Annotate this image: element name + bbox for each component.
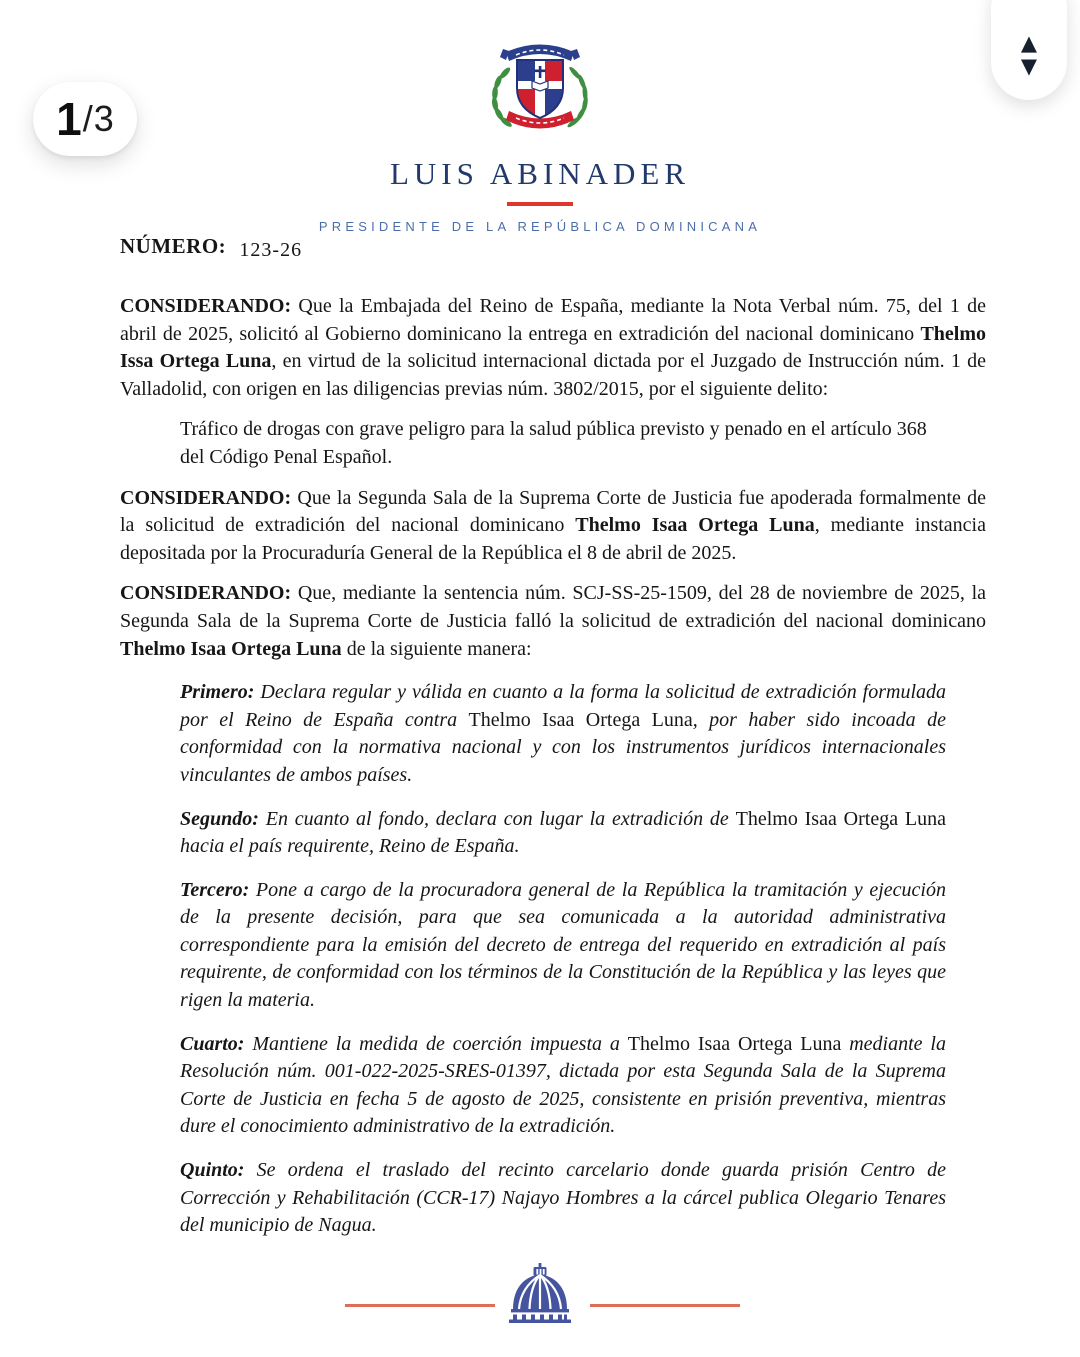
page-total: 3 <box>93 98 114 139</box>
coat-of-arms-icon <box>479 30 601 142</box>
president-title: PRESIDENTE DE LA REPÚBLICA DOMINICANA <box>318 219 762 234</box>
page-footer <box>0 1260 1080 1330</box>
numero-value: 123-26 <box>239 239 303 261</box>
fallo-tercero: Tercero: Pone a cargo de la procuradora general de la República la tramitación y ejecución de la presente decisión, para que sea comunicada a la autoridad administrativa correspondiente para la emisión del decreto de entrega del requerido en extradición al país requirente, de conformidad con los términos de la Constitución de la República y las leyes que rigen la materia. <box>180 878 946 1012</box>
letterhead <box>0 0 1080 234</box>
fallo-quinto: Quinto: Se ordena el traslado del recinto carcelario donde guarda prisión Centro de Corrección y Rehabilitación (CCR-17) Najayo Hombres a la cárcel publica Olegario Tenares del municipio de Nagua. <box>180 1159 946 1237</box>
page-current: 1 <box>56 93 82 145</box>
considerando-2: CONSIDERANDO: Que la Segunda Sala de la Suprema Corte de Justicia fue apoderada formalmente de la solicitud de extradición del nacional dominicano Thelmo Isaa Ortega Luna, mediante instancia depositada por la Procuraduría General de la República el 8 de abril de 2025. <box>120 486 987 564</box>
fallo-cuarto: Cuarto: Mantiene la medida de coerción impuesta a Thelmo Isaa Ortega Luna mediante la Resolución núm. 001-022-2025-SRES-01397, dictada por esta Segunda Sala de la Suprema Corte de Justicia en fecha 5 de agosto de 2025, consistente en prisión preventiva, mientras dure el conocimiento administrativo de la extradición. <box>180 1032 946 1138</box>
scroll-down-icon[interactable]: ▼ <box>1020 54 1038 79</box>
fallo-primero: Primero: Declara regular y válida en cuanto a la forma la solicitud de extradición formulada por el Reino de España contra Thelmo Isaa Ortega Luna, por haber sido incoada de conformidad con la normativa nacional y con los instrumentos jurídicos internacionales vinculantes de ambos países. <box>180 681 946 786</box>
page-separator: / <box>82 98 93 139</box>
fallo-segundo: Segundo: En cuanto al fondo, declara con lugar la extradición de Thelmo Isaa Ortega Luna hacia el país requirente, Reino de España. <box>180 807 947 858</box>
numero-label: NÚMERO: <box>120 234 227 258</box>
footer-left-line <box>345 1304 495 1307</box>
paragraphs-container <box>120 293 986 1240</box>
footer-right-line <box>590 1304 740 1307</box>
considerando-1: CONSIDERANDO: Que la Embajada del Reino de España, mediante la Nota Verbal núm. 75, del 1 de abril de 2025, solicitó al Gobierno dominicano la entrega en extradición del nacional dominicano Thelmo Issa Ortega Luna, en virtud de la solicitud internacional dictada por el Juzgado de Instrucción núm. 1 de Valladolid, con origen en las diligencias previas núm. 3802/2015, por el siguiente delito: <box>120 295 986 400</box>
considerando-3: CONSIDERANDO: Que, mediante la sentencia núm. SCJ-SS-25-1509, del 28 de noviembre de 2025, la Segunda Sala de la Suprema Corte de Justicia falló la solicitud de extradición del nacional dominicano Thelmo Isaa Ortega Luna de la siguiente manera: <box>120 582 987 660</box>
document-body <box>120 234 986 1256</box>
palace-dome-icon <box>503 1263 577 1323</box>
scroll-up-icon[interactable]: ▲ <box>1020 31 1038 56</box>
president-name: LUIS ABINADER <box>389 156 691 191</box>
red-divider <box>507 202 573 206</box>
decree-number-row <box>120 234 986 259</box>
delito-quote: Tráfico de drogas con grave peligro para la salud pública previsto y penado en el artículo 368 del Código Penal Español. <box>180 418 927 468</box>
